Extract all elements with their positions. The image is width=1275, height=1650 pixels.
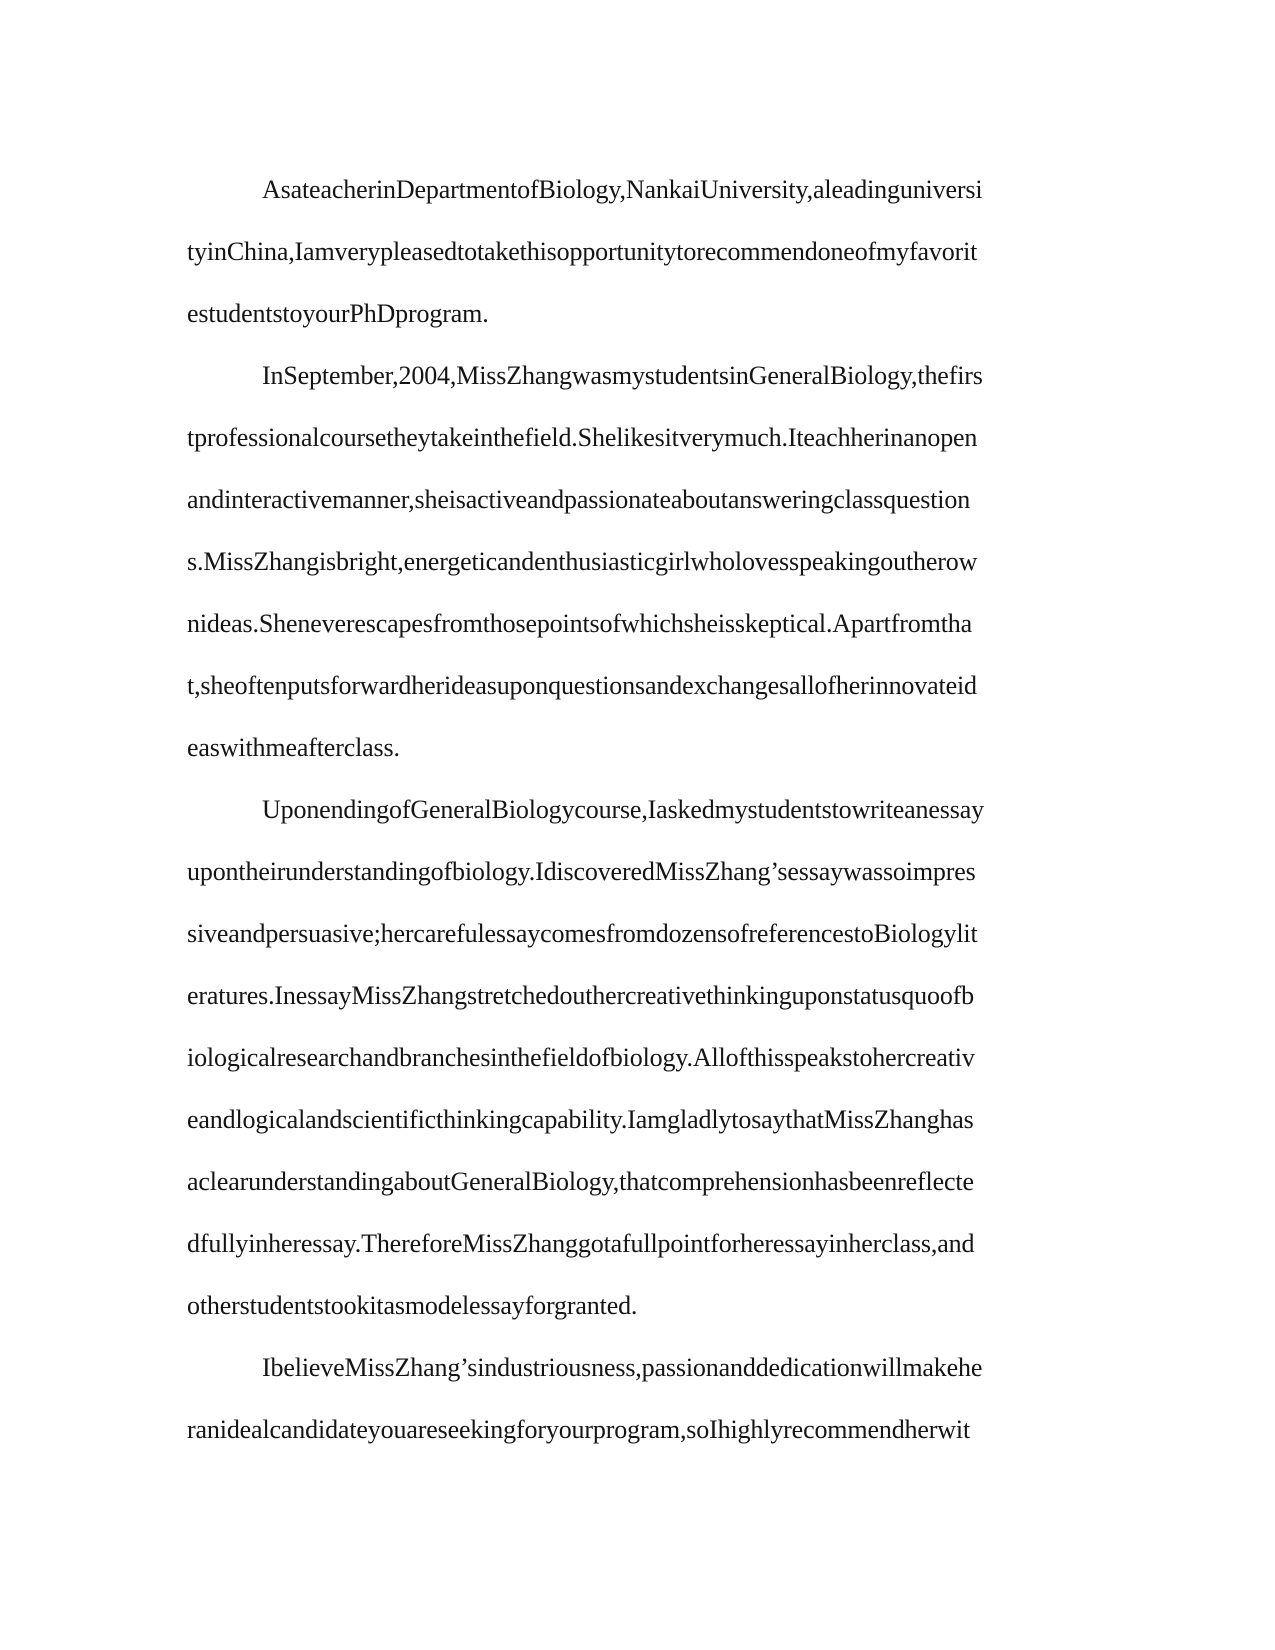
text-line: upontheirunderstandingofbiology.IdiscoveredMissZhang’sessaywassoimpres (187, 857, 976, 886)
text-line: otherstudentstookitasmodelessayforgranted. (187, 1291, 638, 1320)
text-line: siveandpersuasive;hercarefulessaycomesfromdozensofreferencestoBiologylit (187, 919, 978, 948)
text-line: aclearunderstandingaboutGeneralBiology,thatcomprehensionhasbeenreflecte (187, 1167, 974, 1196)
text-line: IbelieveMissZhang’sindustriousness,passionanddedicationwillmakehe (262, 1353, 983, 1382)
text-line: ranidealcandidateyouareseekingforyourprogram,soIhighlyrecommendherwit (187, 1415, 971, 1444)
text-line: UponendingofGeneralBiologycourse,Iaskedmystudentstowriteanessay (262, 795, 984, 824)
text-line: dfullyinheressay.ThereforeMissZhanggotafullpointforheressayinherclass,and (187, 1229, 975, 1258)
text-line: tprofessionalcoursetheytakeinthefield.Shelikesitverymuch.Iteachherinanopen (187, 423, 978, 452)
text-line: eandlogicalandscientificthinkingcapability.IamgladlytosaythatMissZhanghas (187, 1105, 974, 1134)
text-line: t,sheoftenputsforwardherideasuponquestionsandexchangesallofherinnovateid (187, 671, 977, 700)
text-line: iologicalresearchandbranchesinthefieldofbiology.Allofthisspeakstohercreativ (187, 1043, 975, 1072)
text-line: s.MissZhangisbright,energeticandenthusiasticgirlwholovesspeakingoutherow (187, 547, 978, 576)
text-line: eratures.InessayMissZhangstretchedouthercreativethinkinguponstatusquoofb (187, 981, 975, 1010)
text-line: InSeptember,2004,MissZhangwasmystudentsinGeneralBiology,thefirs (262, 361, 983, 390)
text-line: AsateacherinDepartmentofBiology,NankaiUniversity,aleadinguniversi (262, 175, 983, 204)
text-line: andinteractivemanner,sheisactiveandpassionateaboutansweringclassquestion (187, 485, 971, 514)
text-line: easwithmeafterclass. (187, 733, 400, 762)
text-line: nideas.Sheneverescapesfromthosepointsofwhichsheisskeptical.Apartfromtha (187, 609, 973, 638)
text-line: tyinChina,Iamverypleasedtotakethisopportunitytorecommendoneofmyfavorit (187, 237, 978, 266)
text-line: estudentstoyourPhDprogram. (187, 299, 489, 328)
